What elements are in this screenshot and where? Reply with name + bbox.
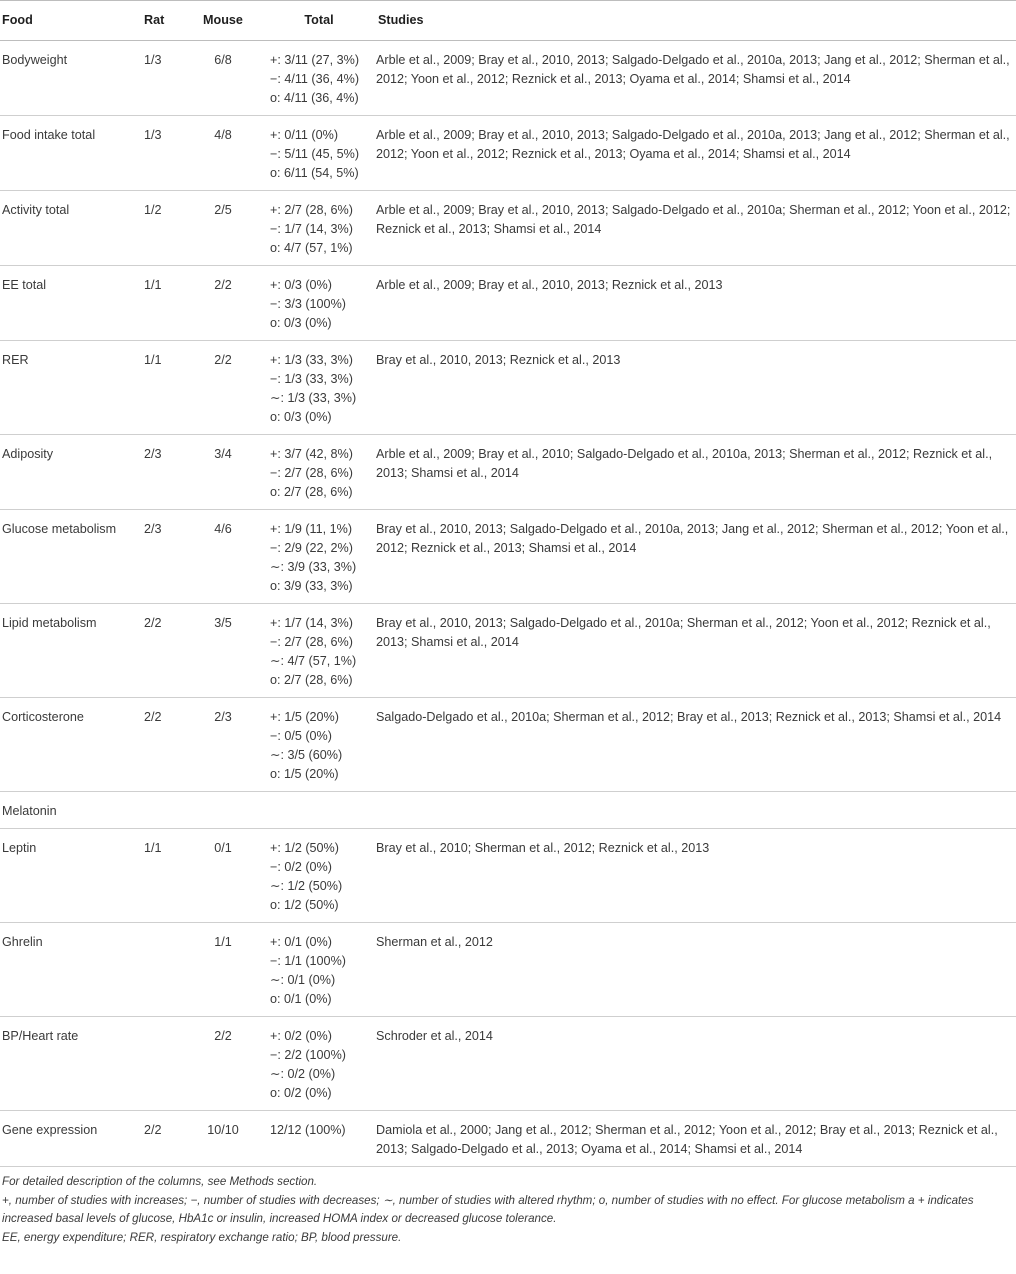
total-line: ∼: 3/5 (60%) (270, 748, 343, 762)
cell-mouse (184, 792, 262, 829)
cell-studies: Arble et al., 2009; Bray et al., 2010; Salgado-Delgado et al., 2010a, 2013; Sherman et al., 2012; Reznick et al., 2013; Shamsi et al., 2014 (376, 435, 1016, 510)
footnote: +, number of studies with increases; −, number of studies with decreases; ∼, number of studies with altered rhythm; o, number of studies with no effect. For glucose metabolism a + indicates increased basal levels of glucose, HbA1c or insulin, increased HOMA index or decreased glucose tolerance. (2, 1193, 974, 1225)
cell-food: EE total (0, 266, 142, 341)
header-studies: Studies (376, 1, 1016, 41)
table-row (0, 792, 1016, 829)
cell-studies: Arble et al., 2009; Bray et al., 2010, 2013; Salgado-Delgado et al., 2010a, 2013; Jang et al., 2012; Sherman et al., 2012; Yoon et al., 2012; Reznick et al., 2013; Oyama et al., 2014; Shamsi et al., 2014 (376, 116, 1016, 191)
total-line: −: 3/3 (100%) (270, 297, 346, 311)
total-line: o: 6/11 (54, 5%) (270, 166, 359, 180)
cell-mouse: 1/1 (184, 923, 262, 1017)
table-body (0, 41, 1016, 1167)
header-rat: Rat (142, 1, 184, 41)
total-line: ∼: 4/7 (57, 1%) (270, 654, 357, 668)
cell-total (262, 792, 376, 829)
cell-food: Leptin (0, 829, 142, 923)
cell-food: Food intake total (0, 116, 142, 191)
cell-food: Ghrelin (0, 923, 142, 1017)
table-row (0, 116, 1016, 191)
cell-rat (142, 1017, 184, 1111)
table-row (0, 191, 1016, 266)
cell-mouse: 2/2 (184, 1017, 262, 1111)
cell-studies: Bray et al., 2010, 2013; Salgado-Delgado et al., 2010a, 2013; Jang et al., 2012; Sherman et al., 2012; Yoon et al., 2012; Reznick et al., 2013; Shamsi et al., 2014 (376, 510, 1016, 604)
cell-rat: 2/3 (142, 435, 184, 510)
cell-total (262, 191, 376, 266)
total-line: o: 0/3 (0%) (270, 316, 332, 330)
cell-food: Gene expression (0, 1111, 142, 1167)
total-line: +: 0/11 (0%) (270, 128, 339, 142)
cell-mouse: 2/5 (184, 191, 262, 266)
footnote: EE, energy expenditure; RER, respiratory exchange ratio; BP, blood pressure. (2, 1230, 402, 1244)
total-line: +: 1/2 (50%) (270, 841, 339, 855)
total-line: −: 2/7 (28, 6%) (270, 466, 353, 480)
table-footnotes (0, 1167, 1016, 1247)
cell-studies: Salgado-Delgado et al., 2010a; Sherman et al., 2012; Bray et al., 2013; Reznick et al., 2013; Shamsi et al., 2014 (376, 698, 1016, 792)
table-row (0, 435, 1016, 510)
cell-rat: 1/3 (142, 41, 184, 116)
cell-mouse: 3/4 (184, 435, 262, 510)
total-line: o: 4/7 (57, 1%) (270, 241, 353, 255)
total-line: +: 1/9 (11, 1%) (270, 522, 353, 536)
total-line: +: 1/7 (14, 3%) (270, 616, 353, 630)
cell-rat: 2/2 (142, 1111, 184, 1167)
cell-mouse: 10/10 (184, 1111, 262, 1167)
total-line: +: 0/3 (0%) (270, 278, 332, 292)
total-line: ∼: 0/2 (0%) (270, 1067, 336, 1081)
total-line: o: 0/1 (0%) (270, 992, 332, 1006)
table-row (0, 829, 1016, 923)
cell-mouse: 0/1 (184, 829, 262, 923)
cell-rat (142, 923, 184, 1017)
cell-food: Glucose metabolism (0, 510, 142, 604)
total-line: o: 3/9 (33, 3%) (270, 579, 353, 593)
cell-food: Bodyweight (0, 41, 142, 116)
table-row (0, 1111, 1016, 1167)
table-header (0, 1, 1016, 41)
cell-studies: Arble et al., 2009; Bray et al., 2010, 2013; Reznick et al., 2013 (376, 266, 1016, 341)
cell-studies: Arble et al., 2009; Bray et al., 2010, 2013; Salgado-Delgado et al., 2010a; Sherman et al., 2012; Yoon et al., 2012; Reznick et al., 2013; Shamsi et al., 2014 (376, 191, 1016, 266)
total-line: −: 2/7 (28, 6%) (270, 635, 353, 649)
table-row (0, 1017, 1016, 1111)
cell-mouse: 2/2 (184, 341, 262, 435)
header-row (0, 1, 1016, 41)
total-line: +: 3/7 (42, 8%) (270, 447, 353, 461)
cell-mouse: 3/5 (184, 604, 262, 698)
table-row (0, 341, 1016, 435)
table-row (0, 41, 1016, 116)
cell-studies: Bray et al., 2010, 2013; Reznick et al., 2013 (376, 341, 1016, 435)
cell-rat: 1/1 (142, 829, 184, 923)
total-line: +: 0/1 (0%) (270, 935, 332, 949)
cell-rat: 2/2 (142, 698, 184, 792)
cell-food: Lipid metabolism (0, 604, 142, 698)
cell-food: Adiposity (0, 435, 142, 510)
cell-total (262, 510, 376, 604)
cell-studies: Schroder et al., 2014 (376, 1017, 1016, 1111)
total-line: +: 1/3 (33, 3%) (270, 353, 353, 367)
total-line: o: 0/3 (0%) (270, 410, 332, 424)
cell-total (262, 266, 376, 341)
cell-mouse: 2/2 (184, 266, 262, 341)
cell-mouse: 4/8 (184, 116, 262, 191)
table-row (0, 923, 1016, 1017)
total-line: −: 1/7 (14, 3%) (270, 222, 353, 236)
cell-total (262, 1111, 376, 1167)
cell-total (262, 435, 376, 510)
cell-total (262, 1017, 376, 1111)
cell-total (262, 341, 376, 435)
cell-mouse: 4/6 (184, 510, 262, 604)
footnote: For detailed description of the columns, see Methods section. (2, 1175, 318, 1188)
total-line: −: 5/11 (45, 5%) (270, 147, 360, 161)
total-line: +: 0/2 (0%) (270, 1029, 332, 1043)
total-line: +: 3/11 (27, 3%) (270, 53, 360, 67)
cell-rat: 1/1 (142, 266, 184, 341)
cell-studies: Bray et al., 2010; Sherman et al., 2012; Reznick et al., 2013 (376, 829, 1016, 923)
cell-rat (142, 792, 184, 829)
cell-total (262, 116, 376, 191)
total-line: o: 2/7 (28, 6%) (270, 673, 353, 687)
cell-mouse: 6/8 (184, 41, 262, 116)
cell-studies: Arble et al., 2009; Bray et al., 2010, 2013; Salgado-Delgado et al., 2010a, 2013; Jang et al., 2012; Sherman et al., 2012; Yoon et al., 2012; Reznick et al., 2013; Oyama et al., 2014; Shamsi et al., 2014 (376, 41, 1016, 116)
cell-food: Melatonin (0, 792, 142, 829)
cell-food: RER (0, 341, 142, 435)
cell-rat: 1/2 (142, 191, 184, 266)
total-line: −: 2/2 (100%) (270, 1048, 346, 1062)
cell-studies: Bray et al., 2010, 2013; Salgado-Delgado et al., 2010a; Sherman et al., 2012; Yoon et al., 2012; Reznick et al., 2013; Shamsi et al., 2014 (376, 604, 1016, 698)
total-line: −: 0/5 (0%) (270, 729, 332, 743)
total-line: ∼: 0/1 (0%) (270, 973, 336, 987)
total-line: −: 1/1 (100%) (270, 954, 346, 968)
table-row (0, 604, 1016, 698)
cell-rat: 1/3 (142, 116, 184, 191)
cell-food: Activity total (0, 191, 142, 266)
header-food: Food (0, 1, 142, 41)
total-line: o: 2/7 (28, 6%) (270, 485, 353, 499)
cell-studies: Damiola et al., 2000; Jang et al., 2012; Sherman et al., 2012; Yoon et al., 2012; Bray et al., 2013; Reznick et al., 2013; Salgado-Delgado et al., 2013; Oyama et al., 2014; Shamsi et al., 2014 (376, 1111, 1016, 1167)
table-row (0, 510, 1016, 604)
total-line: ∼: 3/9 (33, 3%) (270, 560, 357, 574)
total-line: −: 1/3 (33, 3%) (270, 372, 353, 386)
cell-studies: Sherman et al., 2012 (376, 923, 1016, 1017)
total-line: o: 4/11 (36, 4%) (270, 91, 359, 105)
total-line: −: 0/2 (0%) (270, 860, 332, 874)
total-line: +: 1/5 (20%) (270, 710, 339, 724)
total-line: o: 1/5 (20%) (270, 767, 339, 781)
total-line: +: 2/7 (28, 6%) (270, 203, 353, 217)
cell-rat: 1/1 (142, 341, 184, 435)
table-row (0, 698, 1016, 792)
total-line: o: 1/2 (50%) (270, 898, 339, 912)
cell-total (262, 604, 376, 698)
total-line: −: 2/9 (22, 2%) (270, 541, 353, 555)
total-line: ∼: 1/2 (50%) (270, 879, 343, 893)
cell-rat: 2/2 (142, 604, 184, 698)
cell-food: Corticosterone (0, 698, 142, 792)
total-line: −: 4/11 (36, 4%) (270, 72, 360, 86)
header-mouse: Mouse (184, 1, 262, 41)
total-line: 12/12 (100%) (270, 1123, 346, 1137)
cell-studies (376, 792, 1016, 829)
total-line: o: 0/2 (0%) (270, 1086, 332, 1100)
cell-total (262, 698, 376, 792)
cell-total (262, 923, 376, 1017)
cell-food: BP/Heart rate (0, 1017, 142, 1111)
cell-total (262, 829, 376, 923)
cell-total (262, 41, 376, 116)
total-line: ∼: 1/3 (33, 3%) (270, 391, 357, 405)
header-total: Total (262, 1, 376, 41)
cell-rat: 2/3 (142, 510, 184, 604)
cell-mouse: 2/3 (184, 698, 262, 792)
table-row (0, 266, 1016, 341)
